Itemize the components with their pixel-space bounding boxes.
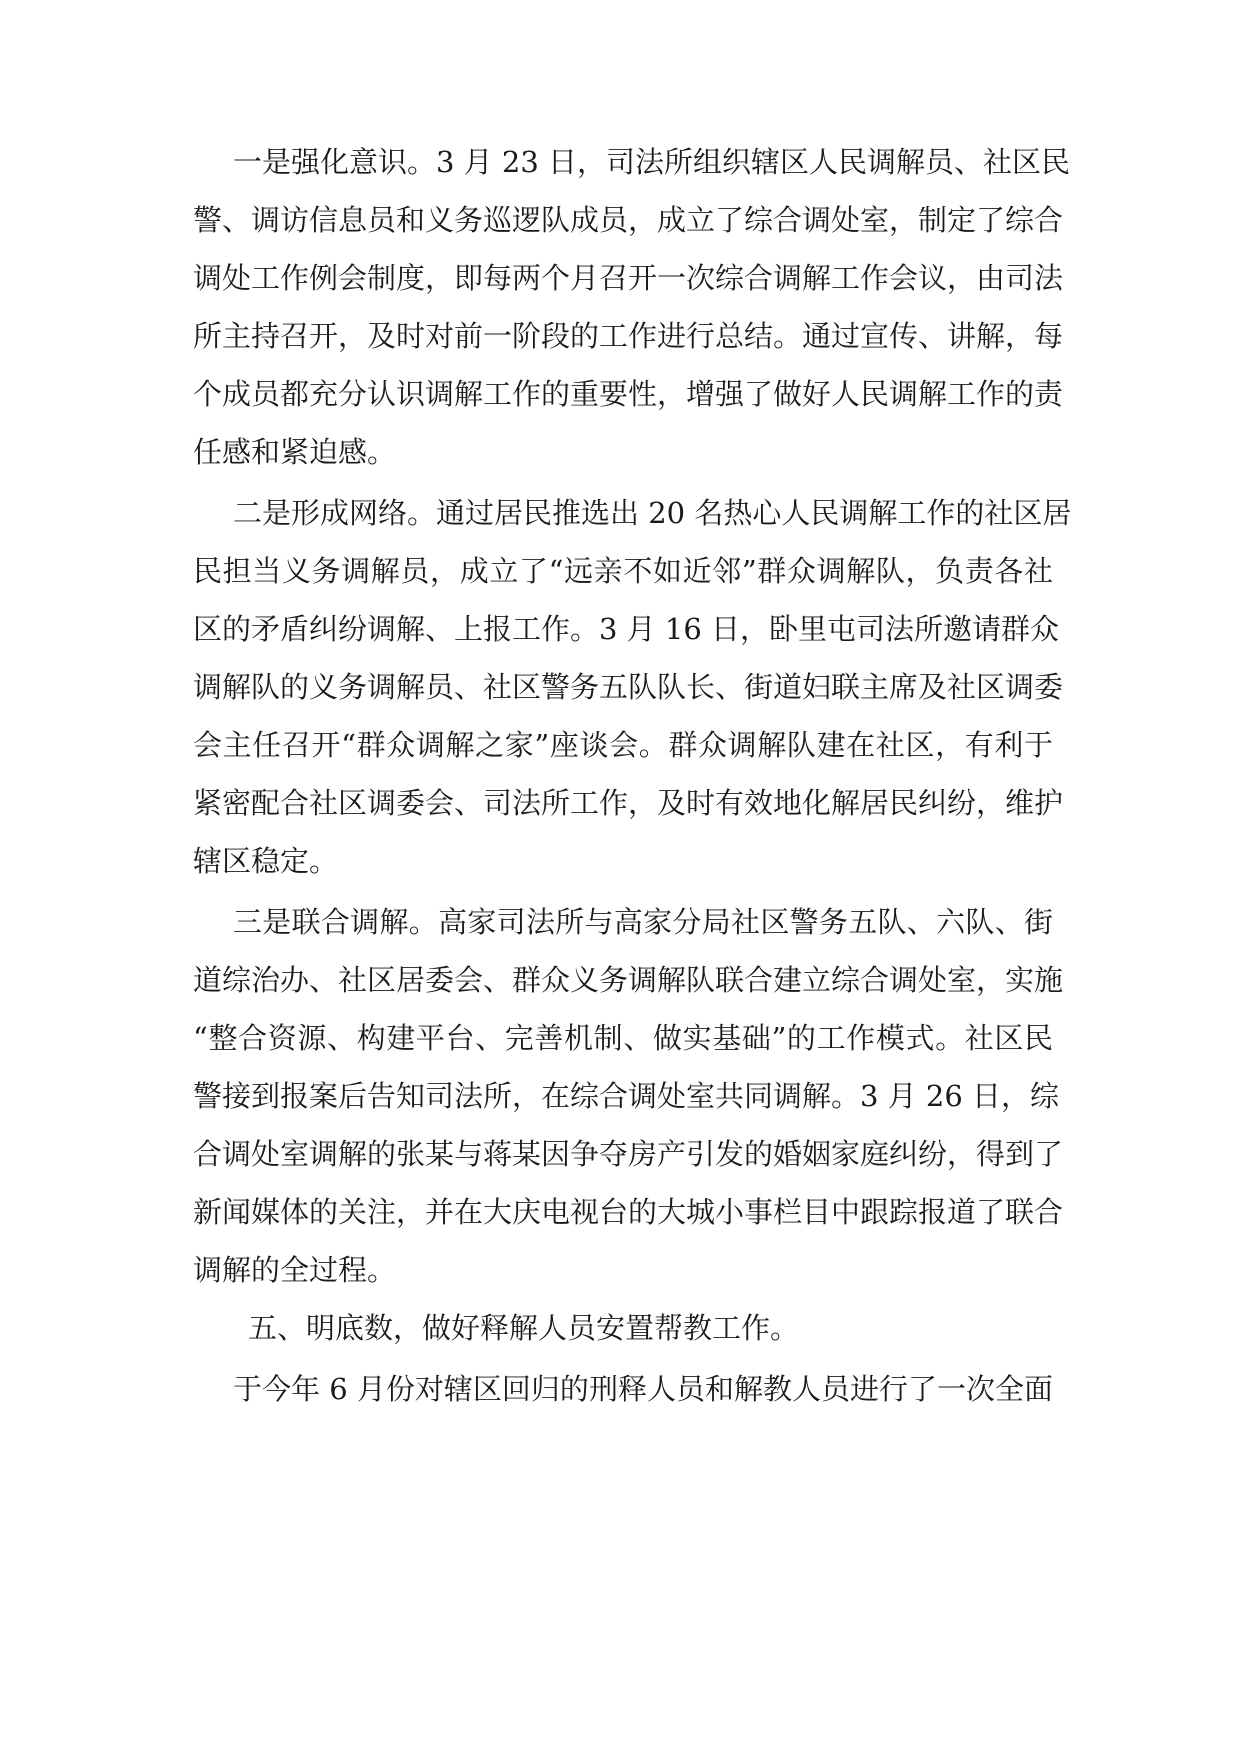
paragraph-4-line-1: 于今年 6 月份对辖区回归的刑释人员和解教人员进行了一次全面 [233, 1372, 1053, 1406]
paragraph-3-line-5: 合调处室调解的张某与蒋某因争夺房产引发的婚姻家庭纠纷，得到了 [193, 1137, 1064, 1171]
paragraph-1-line-2: 警、调访信息员和义务巡逻队成员，成立了综合调处室，制定了综合 [193, 203, 1064, 237]
paragraph-1-line-1: 一是强化意识。3 月 23 日，司法所组织辖区人民调解员、社区民 [233, 145, 1071, 179]
paragraph-3-line-4: 警接到报案后告知司法所，在综合调处室共同调解。3 月 26 日，综 [193, 1079, 1060, 1113]
paragraph-2-line-3: 区的矛盾纠纷调解、上报工作。3 月 16 日，卧里屯司法所邀请群众 [193, 612, 1060, 646]
paragraph-3-line-3: “整合资源、构建平台、完善机制、做实基础”的工作模式。社区民 [193, 1021, 1053, 1055]
paragraph-2-line-1: 二是形成网络。通过居民推选出 20 名热心人民调解工作的社区居 [233, 496, 1072, 530]
paragraph-3-line-2: 道综治办、社区居委会、群众义务调解队联合建立综合调处室，实施 [193, 963, 1064, 997]
paragraph-2-line-6: 紧密配合社区调委会、司法所工作，及时有效地化解居民纠纷，维护 [193, 786, 1064, 820]
paragraph-2-line-5: 会主任召开“群众调解之家”座谈会。群众调解队建在社区，有利于 [193, 728, 1053, 762]
section-heading: 五、明底数，做好释解人员安置帮教工作。 [248, 1311, 800, 1345]
paragraph-2-line-7: 辖区稳定。 [193, 844, 339, 878]
paragraph-3-line-1: 三是联合调解。高家司法所与高家分局社区警务五队、六队、街 [233, 905, 1053, 939]
paragraph-1-line-4: 所主持召开，及时对前一阶段的工作进行总结。通过宣传、讲解，每 [193, 319, 1064, 353]
paragraph-1-line-6: 任感和紧迫感。 [193, 435, 397, 469]
paragraph-1-line-5: 个成员都充分认识调解工作的重要性，增强了做好人民调解工作的责 [193, 377, 1064, 411]
paragraph-1-line-3: 调处工作例会制度，即每两个月召开一次综合调解工作会议，由司法 [193, 261, 1064, 295]
paragraph-2-line-4: 调解队的义务调解员、社区警务五队队长、街道妇联主席及社区调委 [193, 670, 1064, 704]
paragraph-3-line-7: 调解的全过程。 [193, 1253, 397, 1287]
paragraph-2-line-2: 民担当义务调解员，成立了“远亲不如近邻”群众调解队，负责各社 [193, 554, 1053, 588]
paragraph-3-line-6: 新闻媒体的关注，并在大庆电视台的大城小事栏目中跟踪报道了联合 [193, 1195, 1064, 1229]
